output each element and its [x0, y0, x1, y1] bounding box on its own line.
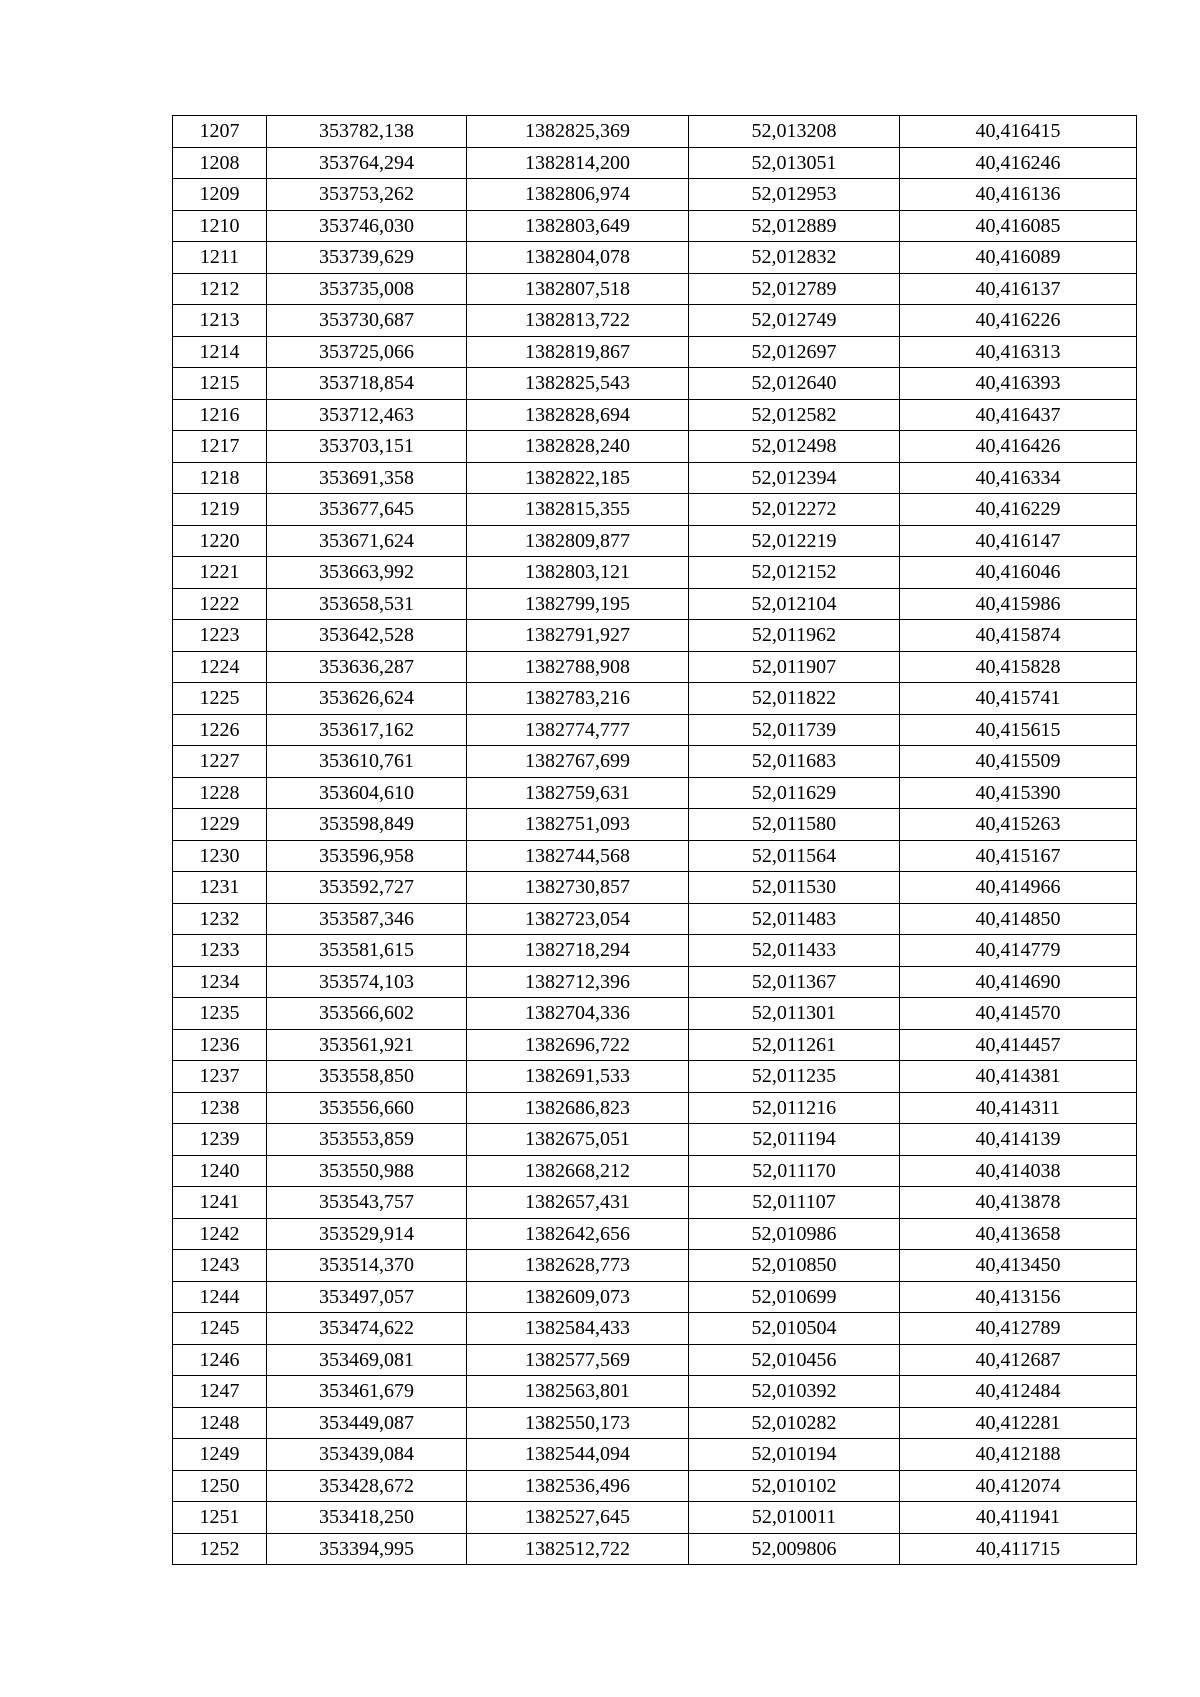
table-row: [173, 242, 1137, 274]
table-cell-y-coordinate: 1382723,054: [467, 903, 689, 935]
table-cell-latitude: 52,012889: [689, 210, 900, 242]
table-cell-x-coordinate: 353691,358: [267, 462, 467, 494]
coordinates-table-body: [173, 116, 1137, 1565]
table-cell-y-coordinate: 1382803,121: [467, 557, 689, 589]
table-cell-point-number: 1212: [173, 273, 267, 305]
table-cell-longitude: 40,416415: [900, 116, 1137, 148]
table-cell-y-coordinate: 1382814,200: [467, 147, 689, 179]
table-cell-longitude: 40,415509: [900, 746, 1137, 778]
table-cell-latitude: 52,012697: [689, 336, 900, 368]
table-cell-y-coordinate: 1382825,543: [467, 368, 689, 400]
table-cell-point-number: 1227: [173, 746, 267, 778]
table-cell-x-coordinate: 353610,761: [267, 746, 467, 778]
table-cell-latitude: 52,011235: [689, 1061, 900, 1093]
table-cell-y-coordinate: 1382744,568: [467, 840, 689, 872]
table-row: [173, 777, 1137, 809]
table-cell-latitude: 52,012582: [689, 399, 900, 431]
table-cell-longitude: 40,414038: [900, 1155, 1137, 1187]
table-cell-point-number: 1236: [173, 1029, 267, 1061]
table-cell-x-coordinate: 353671,624: [267, 525, 467, 557]
table-cell-longitude: 40,412484: [900, 1376, 1137, 1408]
table-row: [173, 683, 1137, 715]
table-cell-latitude: 52,010011: [689, 1502, 900, 1534]
table-cell-latitude: 52,011683: [689, 746, 900, 778]
table-cell-x-coordinate: 353474,622: [267, 1313, 467, 1345]
table-cell-point-number: 1211: [173, 242, 267, 274]
table-cell-latitude: 52,011564: [689, 840, 900, 872]
table-cell-longitude: 40,415874: [900, 620, 1137, 652]
table-cell-x-coordinate: 353514,370: [267, 1250, 467, 1282]
table-cell-point-number: 1240: [173, 1155, 267, 1187]
table-cell-latitude: 52,010456: [689, 1344, 900, 1376]
table-cell-x-coordinate: 353658,531: [267, 588, 467, 620]
table-cell-point-number: 1221: [173, 557, 267, 589]
table-cell-point-number: 1250: [173, 1470, 267, 1502]
table-row: [173, 998, 1137, 1030]
table-cell-y-coordinate: 1382806,974: [467, 179, 689, 211]
table-cell-point-number: 1231: [173, 872, 267, 904]
table-cell-longitude: 40,416147: [900, 525, 1137, 557]
table-cell-x-coordinate: 353469,081: [267, 1344, 467, 1376]
table-cell-y-coordinate: 1382668,212: [467, 1155, 689, 1187]
table-cell-longitude: 40,416313: [900, 336, 1137, 368]
table-row: [173, 368, 1137, 400]
table-cell-x-coordinate: 353782,138: [267, 116, 467, 148]
table-cell-point-number: 1238: [173, 1092, 267, 1124]
table-cell-y-coordinate: 1382828,240: [467, 431, 689, 463]
table-cell-longitude: 40,413156: [900, 1281, 1137, 1313]
table-cell-y-coordinate: 1382730,857: [467, 872, 689, 904]
table-cell-y-coordinate: 1382751,093: [467, 809, 689, 841]
table-cell-x-coordinate: 353558,850: [267, 1061, 467, 1093]
table-cell-latitude: 52,010392: [689, 1376, 900, 1408]
table-cell-longitude: 40,415263: [900, 809, 1137, 841]
table-cell-point-number: 1244: [173, 1281, 267, 1313]
table-cell-longitude: 40,415828: [900, 651, 1137, 683]
table-cell-x-coordinate: 353592,727: [267, 872, 467, 904]
table-cell-x-coordinate: 353449,087: [267, 1407, 467, 1439]
table-cell-latitude: 52,012104: [689, 588, 900, 620]
table-cell-point-number: 1209: [173, 179, 267, 211]
table-cell-x-coordinate: 353556,660: [267, 1092, 467, 1124]
table-cell-longitude: 40,416334: [900, 462, 1137, 494]
table-row: [173, 1470, 1137, 1502]
table-cell-point-number: 1208: [173, 147, 267, 179]
table-cell-y-coordinate: 1382807,518: [467, 273, 689, 305]
table-cell-latitude: 52,011739: [689, 714, 900, 746]
table-cell-point-number: 1247: [173, 1376, 267, 1408]
table-row: [173, 714, 1137, 746]
table-cell-y-coordinate: 1382759,631: [467, 777, 689, 809]
table-cell-y-coordinate: 1382536,496: [467, 1470, 689, 1502]
table-cell-point-number: 1207: [173, 116, 267, 148]
table-cell-y-coordinate: 1382788,908: [467, 651, 689, 683]
table-cell-y-coordinate: 1382822,185: [467, 462, 689, 494]
table-row: [173, 809, 1137, 841]
table-cell-y-coordinate: 1382774,777: [467, 714, 689, 746]
table-cell-x-coordinate: 353497,057: [267, 1281, 467, 1313]
table-cell-y-coordinate: 1382609,073: [467, 1281, 689, 1313]
table-cell-y-coordinate: 1382712,396: [467, 966, 689, 998]
table-cell-latitude: 52,010986: [689, 1218, 900, 1250]
table-cell-point-number: 1249: [173, 1439, 267, 1471]
table-cell-point-number: 1226: [173, 714, 267, 746]
table-cell-latitude: 52,013208: [689, 116, 900, 148]
table-cell-y-coordinate: 1382783,216: [467, 683, 689, 715]
table-row: [173, 557, 1137, 589]
table-row: [173, 935, 1137, 967]
table-cell-point-number: 1248: [173, 1407, 267, 1439]
table-cell-y-coordinate: 1382544,094: [467, 1439, 689, 1471]
table-cell-longitude: 40,415167: [900, 840, 1137, 872]
table-cell-point-number: 1222: [173, 588, 267, 620]
table-cell-x-coordinate: 353735,008: [267, 273, 467, 305]
table-cell-latitude: 52,011530: [689, 872, 900, 904]
table-cell-longitude: 40,414779: [900, 935, 1137, 967]
table-cell-latitude: 52,012953: [689, 179, 900, 211]
table-cell-longitude: 40,416085: [900, 210, 1137, 242]
table-cell-latitude: 52,011483: [689, 903, 900, 935]
table-cell-y-coordinate: 1382803,649: [467, 210, 689, 242]
table-cell-x-coordinate: 353718,854: [267, 368, 467, 400]
table-cell-point-number: 1235: [173, 998, 267, 1030]
table-cell-latitude: 52,012219: [689, 525, 900, 557]
table-row: [173, 1155, 1137, 1187]
table-row: [173, 210, 1137, 242]
table-cell-x-coordinate: 353553,859: [267, 1124, 467, 1156]
table-cell-point-number: 1251: [173, 1502, 267, 1534]
table-cell-longitude: 40,414457: [900, 1029, 1137, 1061]
table-cell-longitude: 40,415986: [900, 588, 1137, 620]
table-cell-x-coordinate: 353604,610: [267, 777, 467, 809]
table-cell-latitude: 52,012152: [689, 557, 900, 589]
table-cell-longitude: 40,414570: [900, 998, 1137, 1030]
table-cell-x-coordinate: 353529,914: [267, 1218, 467, 1250]
table-cell-longitude: 40,416437: [900, 399, 1137, 431]
table-cell-latitude: 52,011261: [689, 1029, 900, 1061]
table-cell-x-coordinate: 353566,602: [267, 998, 467, 1030]
table-cell-x-coordinate: 353596,958: [267, 840, 467, 872]
table-row: [173, 1313, 1137, 1345]
table-cell-x-coordinate: 353642,528: [267, 620, 467, 652]
table-cell-point-number: 1218: [173, 462, 267, 494]
table-cell-x-coordinate: 353663,992: [267, 557, 467, 589]
table-cell-x-coordinate: 353598,849: [267, 809, 467, 841]
table-cell-y-coordinate: 1382828,694: [467, 399, 689, 431]
table-row: [173, 179, 1137, 211]
table-cell-longitude: 40,416089: [900, 242, 1137, 274]
table-cell-y-coordinate: 1382563,801: [467, 1376, 689, 1408]
table-cell-latitude: 52,012498: [689, 431, 900, 463]
table-cell-x-coordinate: 353581,615: [267, 935, 467, 967]
table-cell-latitude: 52,011962: [689, 620, 900, 652]
table-cell-point-number: 1242: [173, 1218, 267, 1250]
table-row: [173, 840, 1137, 872]
table-cell-x-coordinate: 353746,030: [267, 210, 467, 242]
table-cell-longitude: 40,415615: [900, 714, 1137, 746]
table-row: [173, 1061, 1137, 1093]
table-cell-x-coordinate: 353461,679: [267, 1376, 467, 1408]
table-cell-point-number: 1241: [173, 1187, 267, 1219]
table-cell-y-coordinate: 1382819,867: [467, 336, 689, 368]
table-cell-point-number: 1219: [173, 494, 267, 526]
table-cell-longitude: 40,416046: [900, 557, 1137, 589]
table-cell-longitude: 40,414381: [900, 1061, 1137, 1093]
table-cell-x-coordinate: 353753,262: [267, 179, 467, 211]
table-row: [173, 1502, 1137, 1534]
table-cell-longitude: 40,416246: [900, 147, 1137, 179]
table-cell-longitude: 40,411715: [900, 1533, 1137, 1565]
table-cell-latitude: 52,010194: [689, 1439, 900, 1471]
table-cell-longitude: 40,414139: [900, 1124, 1137, 1156]
table-cell-y-coordinate: 1382584,433: [467, 1313, 689, 1345]
table-cell-x-coordinate: 353730,687: [267, 305, 467, 337]
table-cell-x-coordinate: 353550,988: [267, 1155, 467, 1187]
table-cell-latitude: 52,012394: [689, 462, 900, 494]
table-row: [173, 620, 1137, 652]
table-row: [173, 305, 1137, 337]
table-row: [173, 1281, 1137, 1313]
table-cell-longitude: 40,412281: [900, 1407, 1137, 1439]
table-cell-y-coordinate: 1382704,336: [467, 998, 689, 1030]
table-cell-x-coordinate: 353725,066: [267, 336, 467, 368]
table-row: [173, 1376, 1137, 1408]
table-cell-y-coordinate: 1382791,927: [467, 620, 689, 652]
table-row: [173, 966, 1137, 998]
table-cell-latitude: 52,009806: [689, 1533, 900, 1565]
table-row: [173, 1344, 1137, 1376]
table-row: [173, 431, 1137, 463]
table-cell-y-coordinate: 1382799,195: [467, 588, 689, 620]
table-row: [173, 462, 1137, 494]
coordinates-table: [172, 115, 1137, 1565]
table-cell-point-number: 1224: [173, 651, 267, 683]
table-cell-longitude: 40,413658: [900, 1218, 1137, 1250]
table-row: [173, 1029, 1137, 1061]
table-cell-longitude: 40,416393: [900, 368, 1137, 400]
table-cell-latitude: 52,010282: [689, 1407, 900, 1439]
table-row: [173, 1250, 1137, 1282]
table-row: [173, 494, 1137, 526]
table-cell-x-coordinate: 353574,103: [267, 966, 467, 998]
table-row: [173, 746, 1137, 778]
table-cell-y-coordinate: 1382804,078: [467, 242, 689, 274]
table-cell-longitude: 40,411941: [900, 1502, 1137, 1534]
table-cell-point-number: 1216: [173, 399, 267, 431]
table-cell-y-coordinate: 1382527,645: [467, 1502, 689, 1534]
table-cell-point-number: 1215: [173, 368, 267, 400]
table-row: [173, 147, 1137, 179]
table-cell-latitude: 52,011194: [689, 1124, 900, 1156]
table-row: [173, 1407, 1137, 1439]
table-cell-y-coordinate: 1382675,051: [467, 1124, 689, 1156]
table-cell-latitude: 52,012272: [689, 494, 900, 526]
table-cell-point-number: 1228: [173, 777, 267, 809]
table-cell-point-number: 1232: [173, 903, 267, 935]
table-cell-x-coordinate: 353703,151: [267, 431, 467, 463]
table-cell-latitude: 52,010850: [689, 1250, 900, 1282]
table-row: [173, 1439, 1137, 1471]
table-cell-y-coordinate: 1382718,294: [467, 935, 689, 967]
table-row: [173, 273, 1137, 305]
table-cell-latitude: 52,011580: [689, 809, 900, 841]
table-cell-y-coordinate: 1382825,369: [467, 116, 689, 148]
table-cell-x-coordinate: 353764,294: [267, 147, 467, 179]
table-cell-longitude: 40,416226: [900, 305, 1137, 337]
table-row: [173, 1124, 1137, 1156]
table-cell-latitude: 52,011822: [689, 683, 900, 715]
table-cell-x-coordinate: 353561,921: [267, 1029, 467, 1061]
table-cell-latitude: 52,011170: [689, 1155, 900, 1187]
table-cell-y-coordinate: 1382550,173: [467, 1407, 689, 1439]
table-cell-point-number: 1223: [173, 620, 267, 652]
table-cell-latitude: 52,013051: [689, 147, 900, 179]
table-cell-x-coordinate: 353543,757: [267, 1187, 467, 1219]
table-cell-latitude: 52,010699: [689, 1281, 900, 1313]
table-row: [173, 399, 1137, 431]
table-cell-point-number: 1246: [173, 1344, 267, 1376]
table-cell-point-number: 1225: [173, 683, 267, 715]
table-row: [173, 1533, 1137, 1565]
table-cell-longitude: 40,416137: [900, 273, 1137, 305]
table-row: [173, 903, 1137, 935]
table-cell-latitude: 52,012789: [689, 273, 900, 305]
table-cell-longitude: 40,414311: [900, 1092, 1137, 1124]
table-cell-point-number: 1252: [173, 1533, 267, 1565]
table-cell-x-coordinate: 353394,995: [267, 1533, 467, 1565]
table-cell-latitude: 52,012749: [689, 305, 900, 337]
table-cell-longitude: 40,412074: [900, 1470, 1137, 1502]
table-cell-y-coordinate: 1382628,773: [467, 1250, 689, 1282]
table-row: [173, 1218, 1137, 1250]
table-cell-longitude: 40,412188: [900, 1439, 1137, 1471]
table-cell-x-coordinate: 353439,084: [267, 1439, 467, 1471]
table-row: [173, 525, 1137, 557]
table-cell-point-number: 1230: [173, 840, 267, 872]
table-row: [173, 651, 1137, 683]
table-cell-y-coordinate: 1382809,877: [467, 525, 689, 557]
table-cell-point-number: 1217: [173, 431, 267, 463]
table-cell-longitude: 40,415741: [900, 683, 1137, 715]
table-row: [173, 872, 1137, 904]
table-cell-x-coordinate: 353428,672: [267, 1470, 467, 1502]
table-cell-y-coordinate: 1382815,355: [467, 494, 689, 526]
table-cell-longitude: 40,414850: [900, 903, 1137, 935]
table-cell-y-coordinate: 1382696,722: [467, 1029, 689, 1061]
table-cell-latitude: 52,011107: [689, 1187, 900, 1219]
table-cell-point-number: 1239: [173, 1124, 267, 1156]
table-cell-point-number: 1245: [173, 1313, 267, 1345]
table-cell-latitude: 52,011301: [689, 998, 900, 1030]
table-cell-x-coordinate: 353617,162: [267, 714, 467, 746]
table-cell-latitude: 52,011216: [689, 1092, 900, 1124]
table-row: [173, 1187, 1137, 1219]
table-cell-x-coordinate: 353712,463: [267, 399, 467, 431]
table-cell-x-coordinate: 353626,624: [267, 683, 467, 715]
table-cell-latitude: 52,010102: [689, 1470, 900, 1502]
table-cell-longitude: 40,416136: [900, 179, 1137, 211]
table-row: [173, 1092, 1137, 1124]
table-cell-y-coordinate: 1382642,656: [467, 1218, 689, 1250]
table-cell-longitude: 40,415390: [900, 777, 1137, 809]
table-cell-y-coordinate: 1382767,699: [467, 746, 689, 778]
table-cell-longitude: 40,413878: [900, 1187, 1137, 1219]
table-cell-point-number: 1237: [173, 1061, 267, 1093]
table-cell-longitude: 40,413450: [900, 1250, 1137, 1282]
table-cell-point-number: 1213: [173, 305, 267, 337]
table-cell-latitude: 52,011433: [689, 935, 900, 967]
table-cell-x-coordinate: 353418,250: [267, 1502, 467, 1534]
table-cell-longitude: 40,416426: [900, 431, 1137, 463]
table-cell-latitude: 52,012640: [689, 368, 900, 400]
table-cell-y-coordinate: 1382512,722: [467, 1533, 689, 1565]
table-cell-latitude: 52,011367: [689, 966, 900, 998]
table-cell-y-coordinate: 1382577,569: [467, 1344, 689, 1376]
table-cell-x-coordinate: 353739,629: [267, 242, 467, 274]
table-cell-point-number: 1243: [173, 1250, 267, 1282]
table-cell-latitude: 52,011629: [689, 777, 900, 809]
table-cell-x-coordinate: 353636,287: [267, 651, 467, 683]
table-cell-x-coordinate: 353587,346: [267, 903, 467, 935]
table-cell-latitude: 52,010504: [689, 1313, 900, 1345]
table-cell-longitude: 40,412789: [900, 1313, 1137, 1345]
table-row: [173, 116, 1137, 148]
table-cell-longitude: 40,416229: [900, 494, 1137, 526]
table-cell-longitude: 40,414690: [900, 966, 1137, 998]
table-cell-point-number: 1214: [173, 336, 267, 368]
table-cell-point-number: 1233: [173, 935, 267, 967]
table-cell-y-coordinate: 1382813,722: [467, 305, 689, 337]
table-cell-point-number: 1234: [173, 966, 267, 998]
table-cell-y-coordinate: 1382691,533: [467, 1061, 689, 1093]
table-row: [173, 336, 1137, 368]
table-cell-point-number: 1220: [173, 525, 267, 557]
table-cell-x-coordinate: 353677,645: [267, 494, 467, 526]
table-cell-point-number: 1229: [173, 809, 267, 841]
table-row: [173, 588, 1137, 620]
table-cell-point-number: 1210: [173, 210, 267, 242]
table-cell-latitude: 52,012832: [689, 242, 900, 274]
table-cell-y-coordinate: 1382657,431: [467, 1187, 689, 1219]
table-cell-longitude: 40,412687: [900, 1344, 1137, 1376]
table-cell-latitude: 52,011907: [689, 651, 900, 683]
table-cell-y-coordinate: 1382686,823: [467, 1092, 689, 1124]
table-cell-longitude: 40,414966: [900, 872, 1137, 904]
